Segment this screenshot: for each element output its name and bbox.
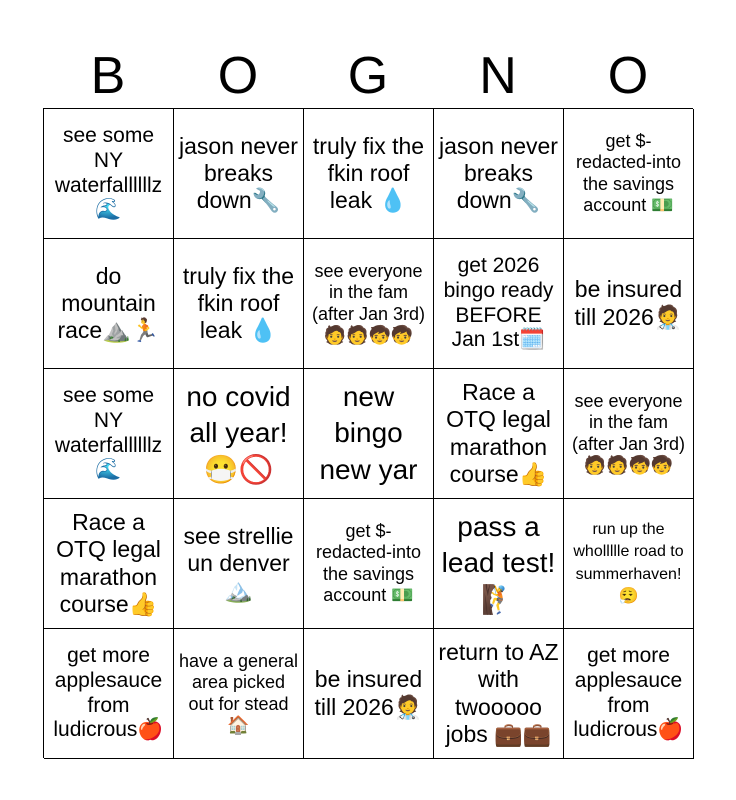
title-letter-2: O <box>217 47 259 105</box>
bingo-cell[interactable] <box>434 109 564 239</box>
bingo-cell[interactable] <box>44 369 174 499</box>
bingo-cell[interactable] <box>434 629 564 759</box>
title-letter-3: G <box>347 47 389 105</box>
cell-text: see some NY waterfallllllz🌊 <box>54 123 163 222</box>
cell-text: jason never breaks down🔧 <box>439 132 558 214</box>
bingo-cell[interactable] <box>304 239 434 369</box>
cell-text: truly fix the fkin roof leak 💧 <box>312 132 425 214</box>
bingo-cell[interactable] <box>434 369 564 499</box>
bingo-cell[interactable] <box>174 109 304 239</box>
cell-text: see everyone in the fam (after Jan 3rd) 🧑🧑🧒🧒 <box>311 261 426 345</box>
bingo-cell[interactable] <box>174 239 304 369</box>
bingo-cell[interactable] <box>304 499 434 629</box>
cell-text: get $-redacted-into the savings account 💵 <box>575 131 682 215</box>
cell-text: have a general area picked out for stead 🏠 <box>178 651 299 735</box>
cell-text: be insured till 2026🧑‍⚕️ <box>314 666 423 720</box>
bingo-cell[interactable] <box>564 499 694 629</box>
cell-text: jason never breaks down🔧 <box>179 132 298 214</box>
cell-text: truly fix the fkin roof leak 💧 <box>182 262 295 344</box>
bingo-cell[interactable] <box>564 109 694 239</box>
cell-text: get 2026 bingo ready BEFORE Jan 1st🗓️ <box>443 253 554 352</box>
bingo-cell[interactable] <box>564 369 694 499</box>
bingo-cell[interactable] <box>44 109 174 239</box>
title-letter-5: O <box>607 47 649 105</box>
cell-text: get $-redacted-into the savings account 💵 <box>315 521 422 605</box>
cell-text: new bingo new yar <box>319 380 418 485</box>
cell-text: see strellie un denver🏔️ <box>183 522 294 604</box>
bingo-cell[interactable] <box>174 629 304 759</box>
bingo-cell[interactable] <box>304 369 434 499</box>
cell-text: return to AZ with twooooo jobs 💼💼 <box>438 639 559 747</box>
bingo-cell[interactable] <box>174 369 304 499</box>
bingo-board <box>43 108 693 758</box>
bingo-cell[interactable] <box>434 499 564 629</box>
cell-text: do mountain race⛰️🏃 <box>57 262 160 344</box>
cell-text: pass a lead test!🧗 <box>441 510 556 615</box>
bingo-cell[interactable] <box>304 629 434 759</box>
bingo-cell[interactable] <box>564 629 694 759</box>
cell-text: Race a OTQ legal marathon course👍 <box>56 509 161 617</box>
bingo-cell[interactable] <box>434 239 564 369</box>
bingo-cell[interactable] <box>304 109 434 239</box>
cell-text: Race a OTQ legal marathon course👍 <box>446 379 551 487</box>
cell-text: get more applesauce from ludicrous🍎 <box>573 643 684 742</box>
cell-text: be insured till 2026🧑‍⚕️ <box>574 276 683 330</box>
cell-text: see everyone in the fam (after Jan 3rd) 🧑🧑🧒🧒 <box>571 391 686 475</box>
bingo-cell[interactable] <box>44 239 174 369</box>
bingo-title <box>43 44 693 108</box>
bingo-cell[interactable] <box>564 239 694 369</box>
bingo-cell[interactable] <box>174 499 304 629</box>
title-letter-4: N <box>479 47 517 105</box>
cell-text: no covid all year! 😷🚫 <box>186 380 291 485</box>
cell-text: get more applesauce from ludicrous🍎 <box>53 643 164 742</box>
bingo-cell[interactable] <box>44 499 174 629</box>
cell-text: see some NY waterfallllllz🌊 <box>54 383 163 482</box>
title-letter-1: B <box>90 47 126 105</box>
bingo-cell[interactable] <box>44 629 174 759</box>
cell-text: run up the whollllle road to summerhaven! 😮‍💨 <box>573 520 684 605</box>
